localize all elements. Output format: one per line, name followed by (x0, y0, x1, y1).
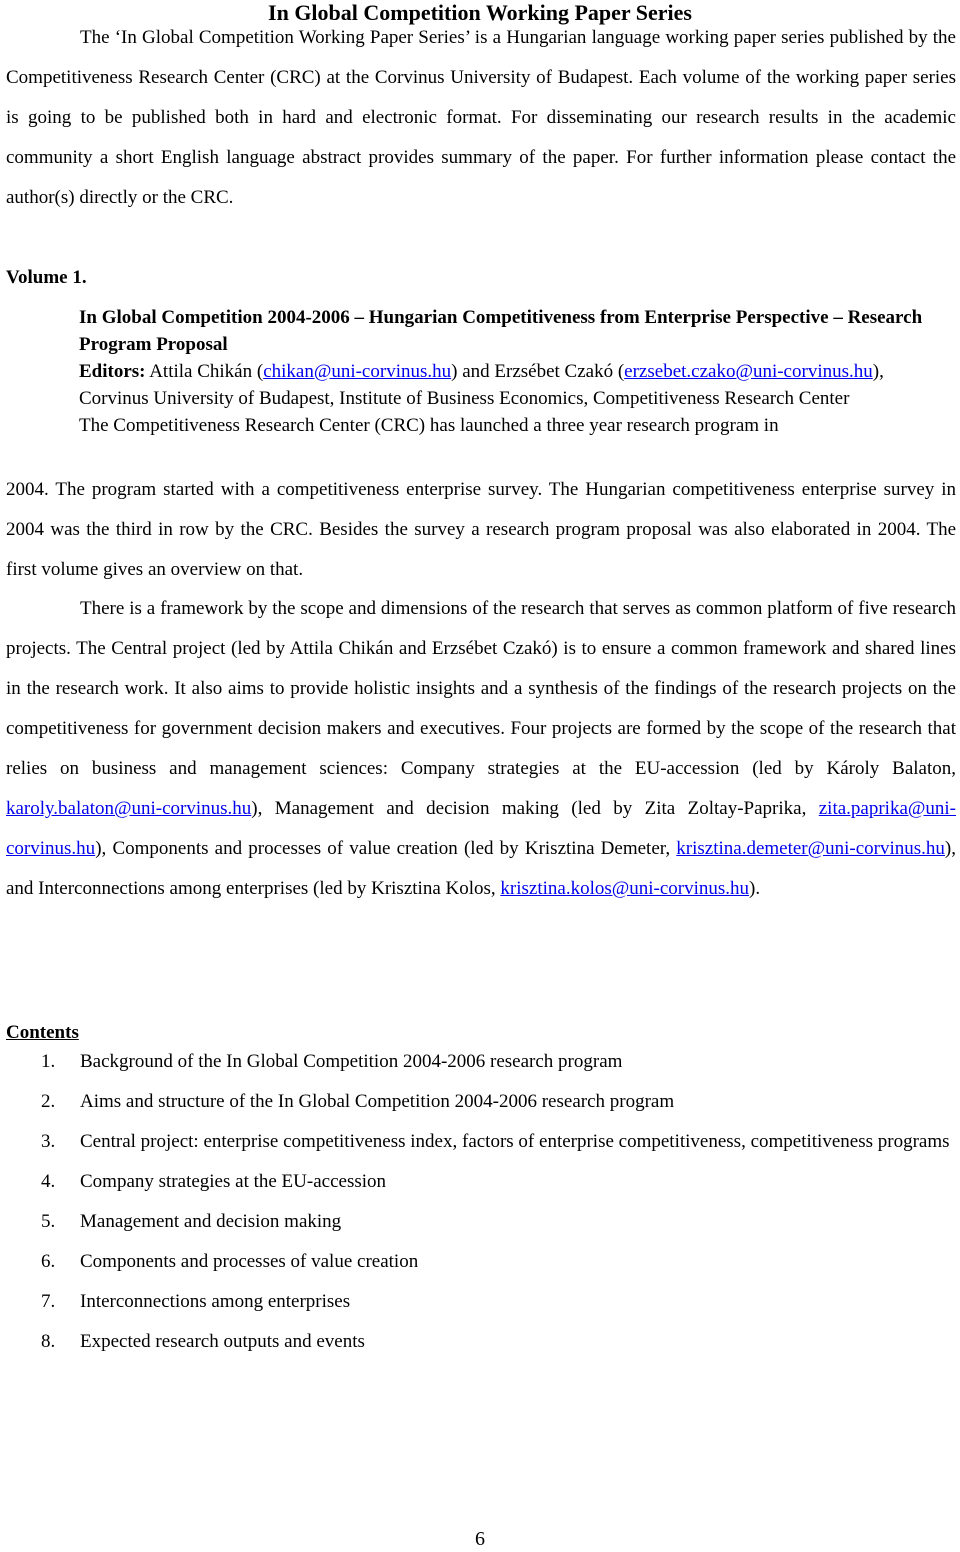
demeter-email-link[interactable]: krisztina.demeter@uni-corvinus.hu (676, 838, 945, 859)
intro-paragraph: The ‘In Global Competition Working Paper Series’ is a Hungarian language working paper series published by the Competitiveness Research Center (CRC) at the Corvinus University of Budapest. Each volume of the working paper series is going to be published both in hard and electronic format. For disseminating our research results in the academic community a short English language abstract provides summary of the paper. For further information please contact the author(s) directly or the CRC. (6, 27, 956, 208)
kolos-email-link[interactable]: krisztina.kolos@uni-corvinus.hu (500, 878, 750, 899)
editor2-email-link[interactable]: erzsebet.czako@uni-corvinus.hu (624, 361, 873, 382)
editors-label: Editors: (79, 361, 146, 382)
contents-item (0, 1242, 960, 1282)
contents-item (0, 1202, 960, 1242)
abstract-start: The Competitiveness Research Center (CRC) has launched a three year research program in (79, 415, 779, 436)
contents-item-number: 2. (41, 1091, 56, 1112)
contents-item-number: 5. (41, 1211, 56, 1232)
contents-item-text: Central project: enterprise competitiveness index, factors of enterprise competitiveness, competitiveness programs (80, 1131, 950, 1152)
contents-item-text: Components and processes of value creation (80, 1251, 419, 1272)
contents-item-text: Management and decision making (80, 1211, 342, 1232)
volume-title: In Global Competition 2004-2006 – Hungarian Competitiveness from Enterprise Perspective – Research Program Proposal (79, 307, 923, 355)
contents-item-text: Interconnections among enterprises (80, 1291, 351, 1312)
contents-item-number: 3. (41, 1131, 56, 1152)
contents-item-text: Company strategies at the EU-accession (80, 1171, 387, 1192)
editor-between: ) and Erzsébet Czakó ( (451, 361, 625, 382)
contents-item-number: 7. (41, 1291, 56, 1312)
contents-item (0, 1122, 960, 1162)
contents-item (0, 1162, 960, 1202)
volume-label: Volume 1. (6, 267, 87, 288)
editors-affiliation: ), Corvinus University of Budapest, Institute of Business Economics, Competitiveness Research Center (79, 361, 884, 409)
contents-item-number: 1. (41, 1051, 56, 1072)
page-number: 6 (475, 1528, 485, 1550)
editor1-name: Attila Chikán ( (149, 361, 264, 382)
framework-text-1: There is a framework by the scope and dimensions of the research that serves as common platform of five research projects. The Central project (led by Attila Chikán and Erzsébet Czakó) is to ensure a common framework and shared lines in the research work. It also aims to provide holistic insights and a synthesis of the findings of the research projects on the competitiveness for government decision makers and executives. Four projects are formed by the scope of the research that relies on business and management sciences: Company strategies at the EU-accession (led by Károly Balaton, (6, 598, 956, 779)
balaton-email-link[interactable]: karoly.balaton@uni-corvinus.hu (6, 798, 252, 819)
framework-text-5: ). (749, 878, 761, 899)
framework-text-4: ), and Interconnections among enterprises (led by Krisztina Kolos, (6, 838, 956, 899)
contents-item-number: 6. (41, 1251, 56, 1272)
contents-item (0, 1082, 960, 1122)
page-title: In Global Competition Working Paper Series (268, 0, 692, 25)
framework-text-2: ), Management and decision making (led by Zita Zoltay-Paprika, (251, 798, 807, 819)
paprika-email-link[interactable]: zita.paprika@uni-corvinus.hu (6, 798, 956, 859)
contents-item-text: Aims and structure of the In Global Competition 2004-2006 research program (80, 1091, 675, 1112)
contents-heading: Contents (6, 1022, 79, 1043)
volume-editors (79, 358, 939, 412)
contents-list (0, 1042, 960, 1362)
framework-paragraph (6, 589, 956, 909)
abstract-paragraph: 2004. The program started with a competitiveness enterprise survey. The Hungarian competitiveness enterprise survey in 2004 was the third in row by the CRC. Besides the survey a research program proposal was also elaborated in 2004. The first volume gives an overview on that. (6, 479, 956, 580)
editor1-email-link[interactable]: chikan@uni-corvinus.hu (263, 361, 452, 382)
contents-item-text: Expected research outputs and events (80, 1331, 365, 1352)
volume-header (79, 304, 939, 439)
contents-item-number: 8. (41, 1331, 56, 1352)
contents-item (0, 1322, 960, 1362)
contents-item (0, 1042, 960, 1082)
contents-item-text: Background of the In Global Competition 2004-2006 research program (80, 1051, 623, 1072)
framework-text-3: ), Components and processes of value creation (led by Krisztina Demeter, (95, 838, 671, 859)
contents-item (0, 1282, 960, 1322)
contents-item-number: 4. (41, 1171, 56, 1192)
